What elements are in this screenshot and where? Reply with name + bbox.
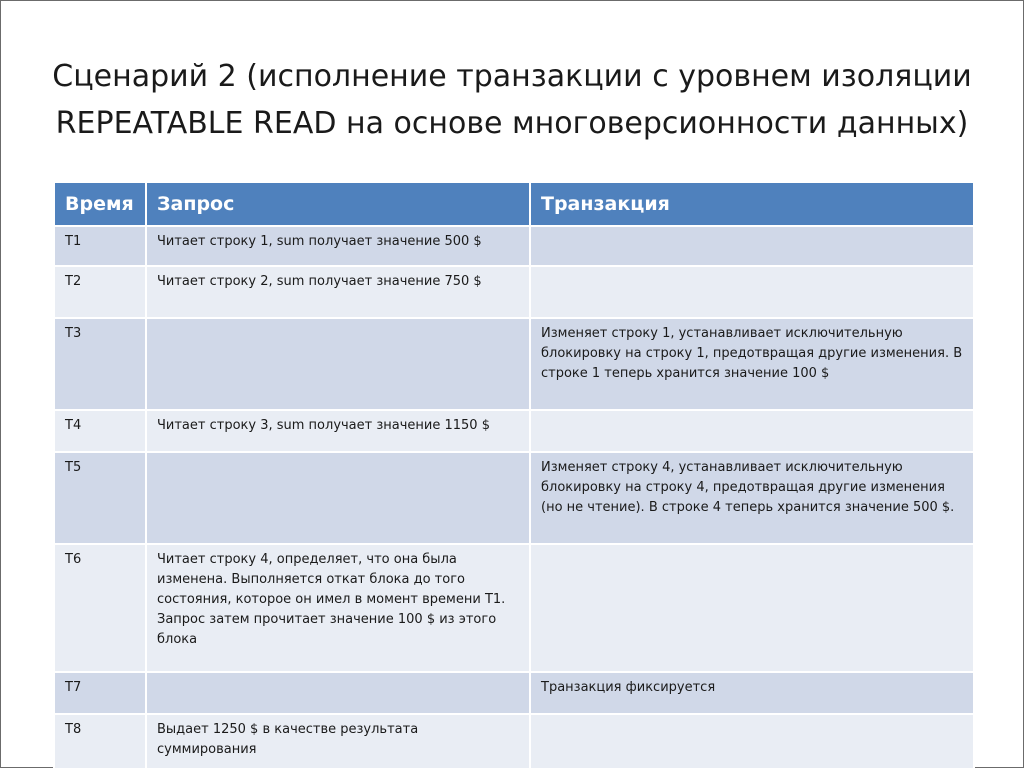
cell-time: T3 [54,318,146,410]
cell-query: Читает строку 4, определяет, что она была изменена. Выполняется откат блока до того состояния, которое он имел в момент времени T1. Запрос затем прочитает значение 100 $ из этого блока [146,544,530,672]
header-query: Запрос [146,182,530,226]
cell-time: T6 [54,544,146,672]
table-row [54,714,974,768]
table-row [54,672,974,714]
table-row [54,318,974,410]
table-row [54,266,974,318]
header-time: Время [54,182,146,226]
cell-transaction [530,714,974,768]
cell-query: Читает строку 3, sum получает значение 1150 $ [146,410,530,452]
table-row [54,410,974,452]
cell-query [146,672,530,714]
cell-time: T1 [54,226,146,266]
table-row [54,544,974,672]
cell-time: T5 [54,452,146,544]
header-transaction: Транзакция [530,182,974,226]
cell-query: Читает строку 1, sum получает значение 500 $ [146,226,530,266]
cell-transaction: Изменяет строку 4, устанавливает исключительную блокировку на строку 4, предотвращая другие изменения (но не чтение). В строке 4 теперь хранится значение 500 $. [530,452,974,544]
cell-transaction [530,410,974,452]
cell-query [146,452,530,544]
cell-time: T7 [54,672,146,714]
cell-time: T8 [54,714,146,768]
slide-title-line-1: Сценарий 2 (исполнение транзакции с уровнем изоляции [52,59,972,94]
slide-title [1,53,1023,147]
cell-transaction [530,544,974,672]
cell-query [146,318,530,410]
table-header-row [54,182,974,226]
cell-transaction [530,226,974,266]
cell-transaction: Изменяет строку 1, устанавливает исключительную блокировку на строку 1, предотвращая другие изменения. В строке 1 теперь хранится значение 100 $ [530,318,974,410]
cell-transaction: Транзакция фиксируется [530,672,974,714]
scenario-table [53,181,975,768]
table-row [54,452,974,544]
cell-query: Выдает 1250 $ в качестве результата суммирования [146,714,530,768]
table-row [54,226,974,266]
cell-transaction [530,266,974,318]
cell-time: T2 [54,266,146,318]
cell-query: Читает строку 2, sum получает значение 750 $ [146,266,530,318]
cell-time: T4 [54,410,146,452]
slide-title-line-2: REPEATABLE READ на основе многоверсионности данных) [55,106,969,141]
